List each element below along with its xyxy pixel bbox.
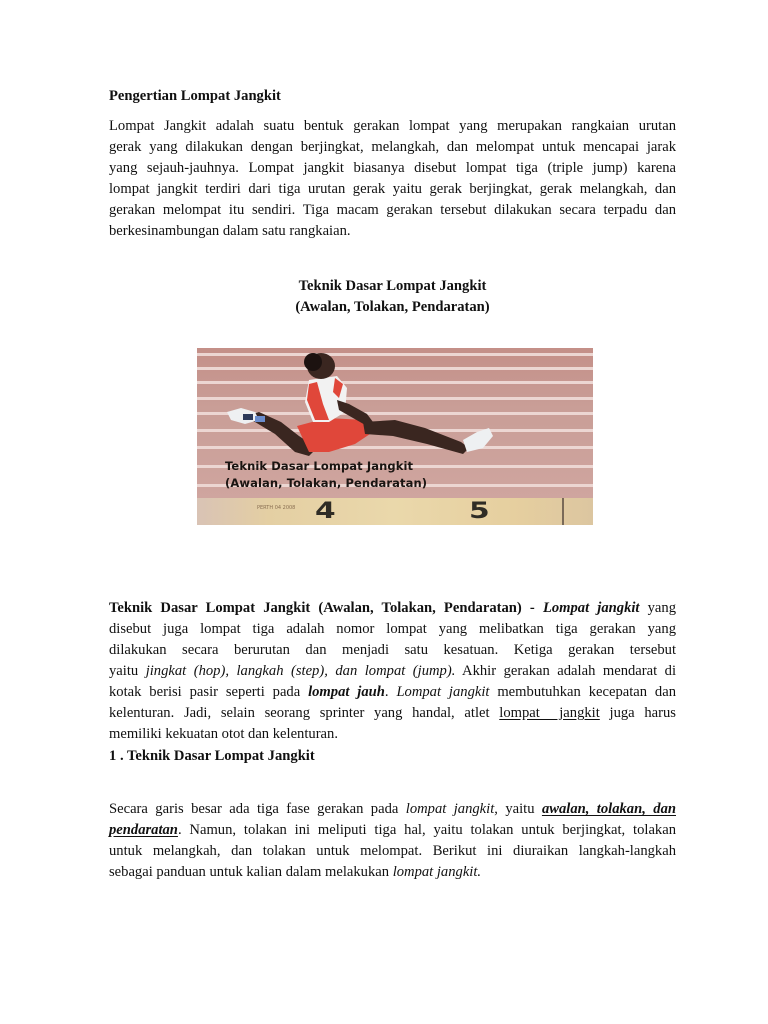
centered-title-line1: Teknik Dasar Lompat Jangkit bbox=[298, 278, 487, 294]
paragraph-line: memiliki kekuatan otot dan kelenturan. bbox=[109, 726, 338, 742]
paragraph-line bbox=[109, 820, 676, 841]
italic-text: lompat jangkit. bbox=[392, 864, 482, 880]
paragraph-line: gerak yang dilakukan dengan berjingkat, melangkah, dan melompat untuk mencapai jarak bbox=[109, 139, 676, 155]
centered-title-line2: (Awalan, Tolakan, Pendaratan) bbox=[295, 299, 490, 315]
image-caption-line2: (Awalan, Tolakan, Pendaratan) bbox=[225, 476, 428, 490]
paragraph-line bbox=[109, 682, 676, 703]
section-heading-teknik-1: 1 . Teknik Dasar Lompat Jangkit bbox=[109, 748, 315, 764]
paragraph-teknik-dasar bbox=[109, 598, 676, 745]
text-span: yang bbox=[639, 600, 677, 616]
paragraph-line: yang sejauh-jauhnya. Lompat jangkit biasanya disebut lompat tiga (triple jump) karena bbox=[109, 160, 676, 176]
text-span: . Namun, tolakan ini meliputi tiga hal, yaitu tolakan untuk berjingkat, tolakan bbox=[177, 822, 676, 838]
text-span: Secara garis besar ada tiga fase gerakan pada bbox=[109, 801, 406, 817]
paragraph-line bbox=[109, 598, 676, 619]
paragraph-line bbox=[109, 862, 676, 883]
text-span: , yaitu bbox=[494, 801, 542, 817]
image-caption bbox=[225, 458, 427, 492]
text-span: sebagai panduan untuk kalian dalam melakukan bbox=[109, 864, 393, 880]
lompat-jangkit-link[interactable]: lompat jangkit bbox=[499, 705, 600, 721]
bold-italic-underlined-text: pendaratan bbox=[109, 822, 178, 838]
italic-text: Lompat jangkit bbox=[396, 684, 490, 700]
section-heading-pengertian: Pengertian Lompat Jangkit bbox=[109, 88, 281, 104]
text-span: Akhir gerakan adalah mendarat di bbox=[455, 663, 677, 679]
text-span: kelenturan. Jadi, selain seorang sprinter yang handal, atlet bbox=[109, 705, 500, 721]
text-span: kotak berisi pasir seperti pada bbox=[109, 684, 309, 700]
image-caption-line1: Teknik Dasar Lompat Jangkit bbox=[225, 459, 414, 473]
italic-text: lompat jangkit bbox=[405, 801, 495, 817]
paragraph-pengertian bbox=[109, 116, 676, 242]
paragraph-line: lompat jangkit terdiri dari tiga urutan gerak yaitu gerak berjingkat, gerak melangkah, dan bbox=[109, 181, 676, 197]
board-number-5: 5 bbox=[469, 499, 490, 524]
paragraph-line: disebut juga lompat tiga adalah nomor lompat yang melibatkan tiga gerakan yang bbox=[109, 621, 676, 637]
italic-text: jingkat (hop), langkah (step), dan lompat (jump). bbox=[145, 663, 456, 679]
paragraph-line: dilakukan secara berurutan dan menjadi satu kesatuan. Ketiga gerakan tersebut bbox=[109, 642, 676, 658]
text-span: . bbox=[384, 684, 397, 700]
paragraph-line bbox=[109, 799, 676, 820]
text-span: yaitu bbox=[109, 663, 146, 679]
triple-jump-image bbox=[197, 348, 593, 525]
text-span: membutuhkan kecepatan dan bbox=[489, 684, 676, 700]
board-number-4: 4 bbox=[315, 499, 336, 524]
paragraph-line: untuk melangkah, dan tolakan untuk melompat. Berikut ini diuraikan langkah-langkah bbox=[109, 843, 676, 859]
bold-italic-underlined-text: awalan, tolakan, dan bbox=[541, 801, 676, 817]
board-small-text: PERTH 04 2008 bbox=[257, 505, 296, 511]
paragraph-fase-gerakan bbox=[109, 799, 676, 883]
bold-italic-text: lompat jauh bbox=[308, 684, 385, 700]
board-post bbox=[562, 498, 564, 525]
lead-bold-italic-text: Lompat jangkit bbox=[542, 600, 640, 616]
paragraph-line: gerakan melompat itu sendiri. Tiga macam gerakan tersebut dilakukan secara terpadu dan bbox=[109, 202, 676, 218]
distance-board bbox=[197, 498, 593, 525]
lead-bold-text: Teknik Dasar Lompat Jangkit (Awalan, Tolakan, Pendaratan) - bbox=[109, 600, 543, 616]
paragraph-line bbox=[109, 703, 676, 724]
paragraph-line: berkesinambungan dalam satu rangkaian. bbox=[109, 223, 351, 239]
paragraph-line: Lompat Jangkit adalah suatu bentuk gerakan lompat yang merupakan rangkaian urutan bbox=[109, 118, 676, 134]
text-span: juga harus bbox=[599, 705, 676, 721]
paragraph-line bbox=[109, 661, 676, 682]
